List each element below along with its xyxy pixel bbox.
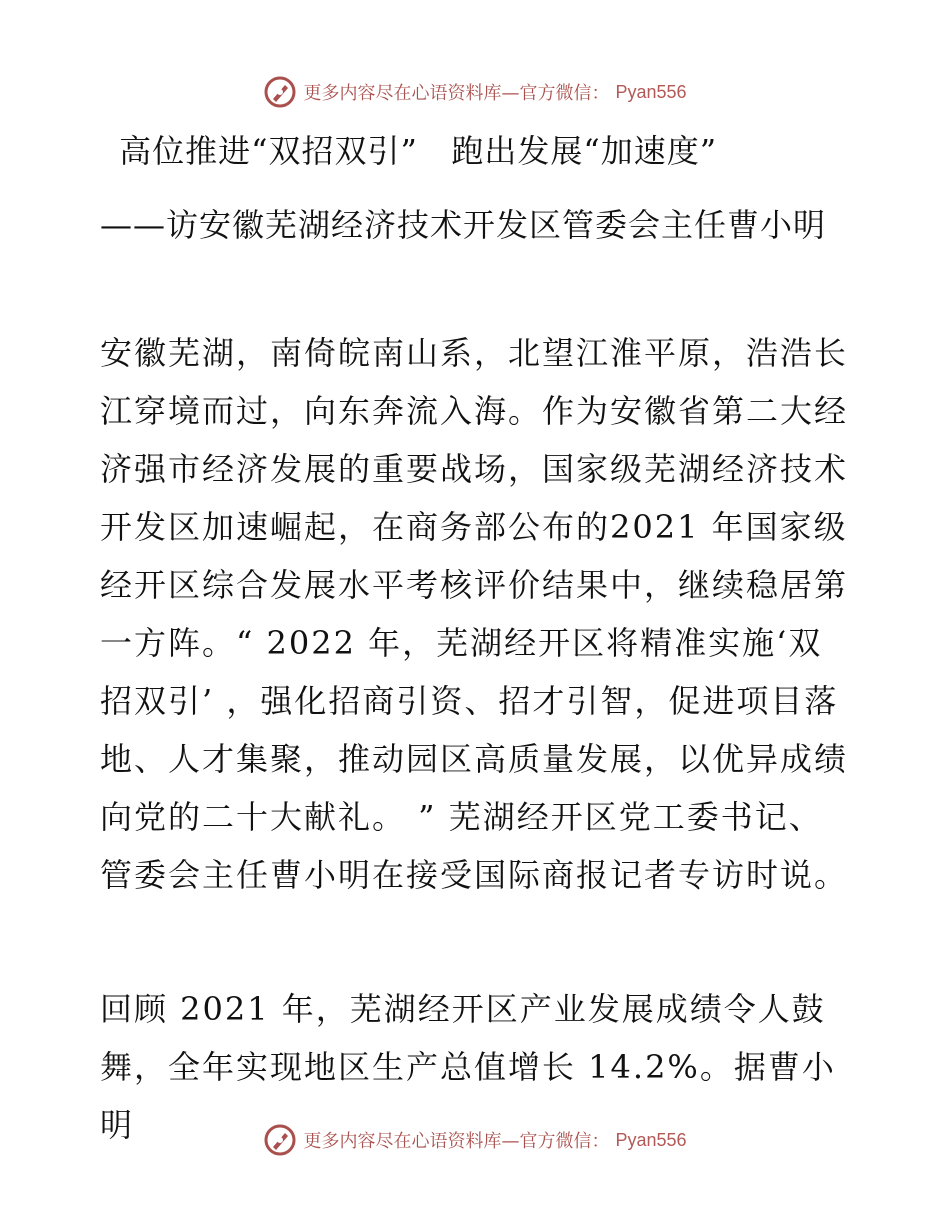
pen-logo-icon: [263, 75, 297, 109]
watermark-account: Pyan556: [615, 1129, 687, 1150]
article-subtitle: ——访安徽芜湖经济技术开发区管委会主任曹小明: [100, 206, 827, 244]
pen-logo-icon: [263, 1123, 297, 1157]
article-title: 高位推进“双招双引” 跑出发展“加速度”: [108, 132, 718, 170]
watermark-footer: [0, 1120, 950, 1160]
watermark-account: Pyan556: [615, 81, 687, 102]
article-paragraph: 安徽芜湖，南倚皖南山系，北望江淮平原，浩浩长江穿境而过，向东奔流入海。作为安徽省第二大经济强市经济发展的重要战场，国家级芜湖经济技术开发区加速崛起，在商务部公布的2021 年国家级经开区综合发展水平考核评价结果中，继续稳居第一方阵。“ 2022 年，芜湖经开区将精准实施‘双招双引’ ，强化招商引资、招才引智，促进项目落地、人才集聚，推动园区高质量发展，以优异成绩向党的二十大献礼。 ” 芜湖经开区党工委书记、管委会主任曹小明在接受国际商报记者专访时说。: [100, 334, 849, 894]
watermark-text: 更多内容尽在心语资料库—官方微信：: [303, 83, 610, 104]
article-paragraph: 回顾 2021 年，芜湖经开区产业发展成绩令人鼓舞，全年实现地区生产总值增长 14.2%。据曹小明: [100, 990, 836, 1144]
watermark-header: [0, 72, 950, 112]
watermark-text: 更多内容尽在心语资料库—官方微信：: [303, 1131, 610, 1152]
